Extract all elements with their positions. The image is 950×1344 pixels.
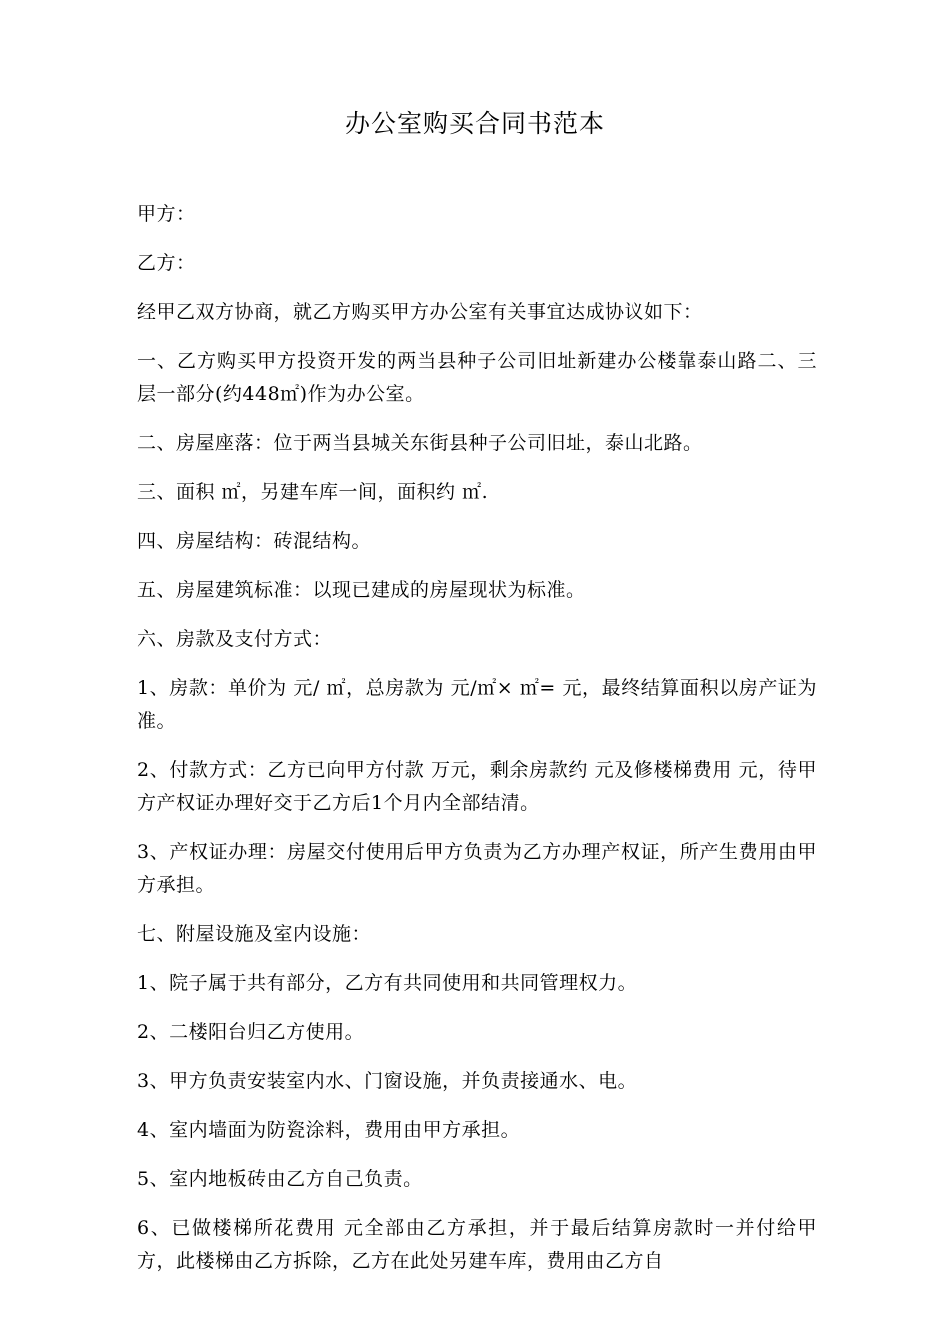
paragraph-clause-5: 五、房屋建筑标准：以现已建成的房屋现状为标准。: [137, 579, 586, 601]
paragraph-clause-7: 七、附屋设施及室内设施：: [137, 923, 372, 945]
paragraph-clause-7-3: 3、甲方负责安装室内水、门窗设施，并负责接通水、电。: [137, 1070, 638, 1092]
paragraph-clause-6-2: 2、付款方式：乙方已向甲方付款 万元，剩余房款约 元及修楼梯费用 元，待甲方产权证办理好交于乙方后1个月内全部结清。: [137, 759, 817, 814]
paragraph-clause-7-1: 1、院子属于共有部分，乙方有共同使用和共同管理权力。: [137, 972, 638, 994]
paragraph-clause-2: 二、房屋座落：位于两当县城关东街县种子公司旧址，泰山北路。: [137, 432, 703, 454]
paragraph-clause-1: 一、乙方购买甲方投资开发的两当县种子公司旧址新建办公楼靠泰山路二、三层一部分(约448㎡)作为办公室。: [137, 350, 817, 405]
document-title: 办公室购买合同书范本: [344, 109, 605, 138]
paragraph-clause-6-1: 1、房款：单价为 元/ ㎡，总房款为 元/㎡× ㎡= 元，最终结算面积以房产证为准。: [137, 677, 817, 732]
paragraph-clause-3: 三、面积 ㎡，另建车库一间，面积约 ㎡.: [137, 481, 489, 503]
paragraph-clause-4: 四、房屋结构：砖混结构。: [137, 530, 372, 552]
paragraph-clause-7-4: 4、室内墙面为防瓷涂料，费用由甲方承担。: [137, 1119, 521, 1141]
paragraph-clause-6: 六、房款及支付方式：: [137, 628, 333, 650]
document-body: [137, 198, 817, 1294]
paragraph-clause-7-2: 2、二楼阳台归乙方使用。: [137, 1021, 365, 1043]
paragraph-party-a: 甲方：: [137, 203, 196, 225]
paragraph-party-b: 乙方：: [137, 252, 196, 274]
paragraph-clause-7-6: 6、已做楼梯所花费用 元全部由乙方承担，并于最后结算房款时一并付给甲方，此楼梯由乙方拆除，乙方在此处另建车库，费用由乙方自: [137, 1217, 817, 1272]
paragraph-clause-7-5: 5、室内地板砖由乙方自己负责。: [137, 1168, 423, 1190]
paragraph-clause-6-3: 3、产权证办理：房屋交付使用后甲方负责为乙方办理产权证，所产生费用由甲方承担。: [137, 841, 817, 896]
paragraph-intro: 经甲乙双方协商，就乙方购买甲方办公室有关事宜达成协议如下：: [137, 301, 703, 323]
